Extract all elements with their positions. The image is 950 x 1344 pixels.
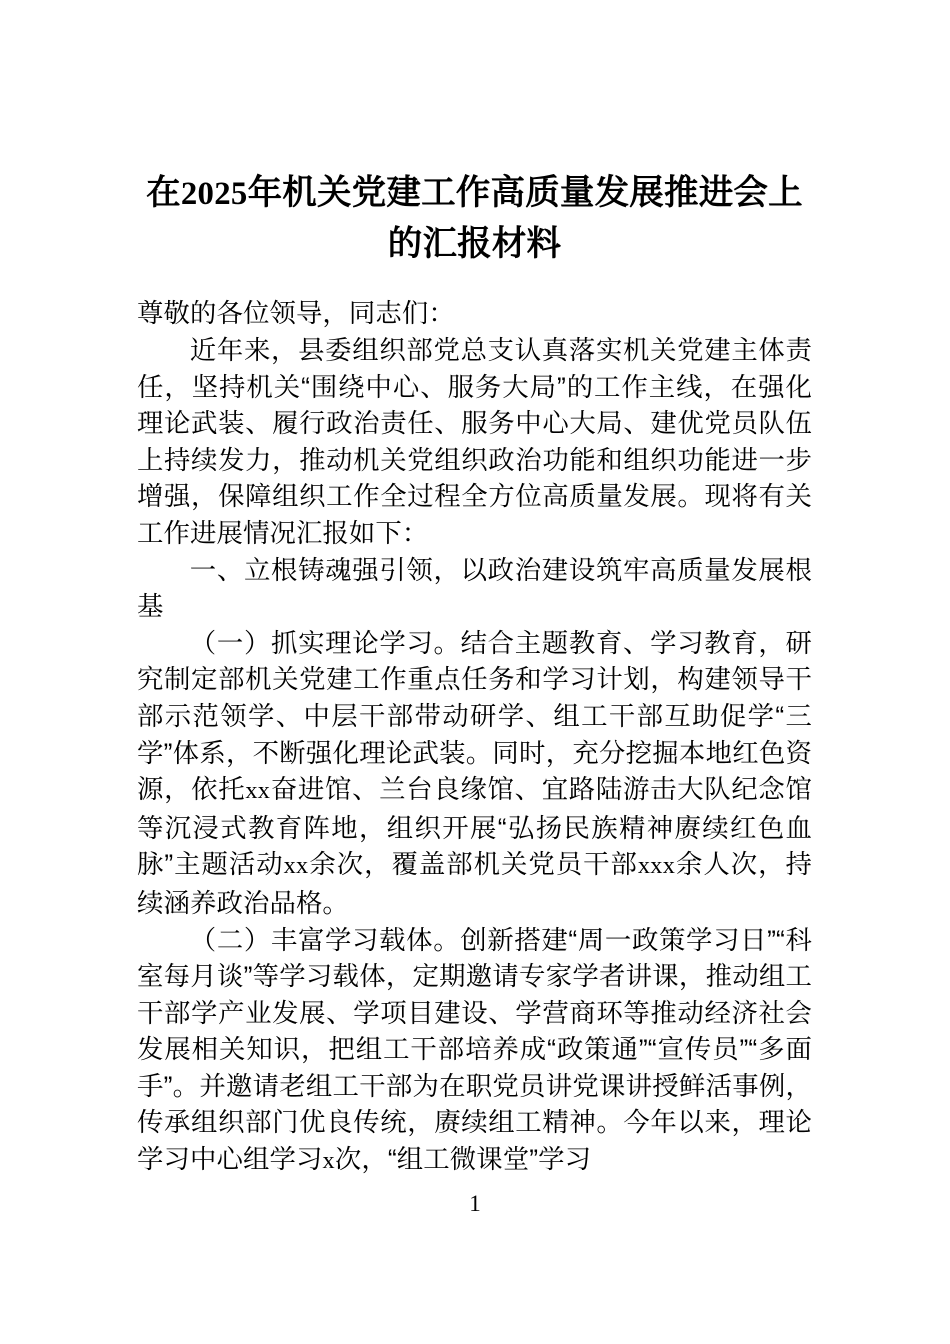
paragraph-item-two: （二）丰富学习载体。创新搭建“周一政策学习日”“科室每月谈”等学习载体，定期邀请专家学者讲课，推动组工干部学产业发展、学项目建设、学营商环等推动经济社会发展相关知识，把组工干部培养成“政策通”“宣传员”“多面手”。并邀请老组工干部为在职党员讲党课讲授鲜活事例，传承组织部门优良传统，赓续组工精神。今年以来，理论学习中心组学习x次，“组工微课堂”学习 — [137, 924, 812, 1175]
paragraph-opening: 近年来，县委组织部党总支认真落实机关党建主体责任，坚持机关“围绕中心、服务大局”的工作主线，在强化理论武装、履行政治责任、服务中心大局、建优党员队伍上持续发力，推动机关党组织政治功能和组织功能进一步增强，保障组织工作全过程全方位高质量发展。现将有关工作进展情况汇报如下： — [137, 335, 812, 548]
placeholder-xxx-1: xxx — [637, 852, 676, 880]
document-content — [137, 168, 812, 1180]
title-year: 2025 — [180, 176, 248, 212]
page-title: 在2025年机关党建工作高质量发展推进会上的汇报材料 — [146, 174, 803, 263]
placeholder-xx-1: xx — [245, 777, 271, 805]
footer-page-number: 1 — [469, 1191, 481, 1216]
placeholder-x-1: x — [322, 1147, 335, 1175]
salutation-line: 尊敬的各位领导，同志们： — [137, 298, 455, 329]
paragraph-item-one: （一）抓实理论学习。结合主题教育、学习教育，研究制定部机关党建工作重点任务和学习计划，构建领导干部示范领学、中层干部带动研学、组工干部互助促学“三学”体系，不断强化理论武装。同时，充分挖掘本地红色资源，依托xx奋进馆、兰台良缘馆、宜路陆游击大队纪念馆等沉浸式教育阵地，组织开展“弘扬民族精神赓续红色血脉”主题活动xx余次，覆盖部机关党员干部xxx余人次，持续涵养政治品格。 — [137, 627, 813, 918]
document-body — [137, 295, 812, 1179]
heading-section-one: 一、立根铸魂强引领，以政治建设筑牢高质量发展根基 — [137, 554, 812, 622]
placeholder-xx-2: xx — [283, 852, 309, 880]
